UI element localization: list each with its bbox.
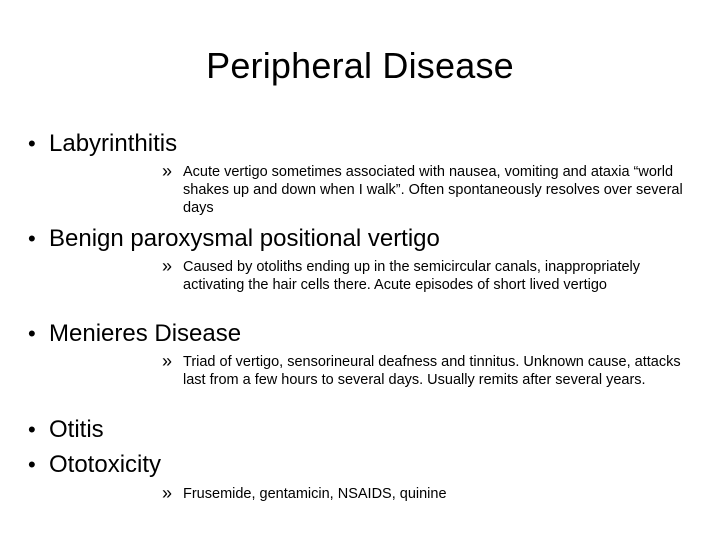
bullet-item-otitis — [28, 416, 104, 444]
bullet-item-ototoxicity — [28, 451, 161, 479]
sub-bullet-text: Caused by otoliths ending up in the semicircular canals, inappropriately activating the hair cells there. Acute episodes of short lived vertigo — [183, 259, 641, 293]
sub-bullet-text: Triad of vertigo, sensorineural deafness and tinnitus. Unknown cause, attacks last from a few hours to several days. Usually remits after several years. — [183, 354, 681, 388]
sub-bullet-ototoxicity — [162, 485, 692, 503]
bullet-dot-icon: • — [28, 131, 36, 156]
bullet-dot-icon: • — [28, 452, 36, 477]
sub-bullet-labyrinthitis — [162, 163, 692, 217]
bullet-label: Benign paroxysmal positional vertigo — [49, 225, 440, 252]
sub-bullet-text: Frusemide, gentamicin, NSAIDS, quinine — [183, 486, 447, 502]
bullet-dot-icon: • — [28, 321, 36, 346]
slide-title: Peripheral Disease — [206, 45, 514, 86]
double-chevron-icon: » — [162, 483, 173, 503]
bullet-item-bppv — [28, 225, 440, 253]
sub-bullet-menieres — [162, 353, 692, 389]
bullet-dot-icon: • — [28, 226, 36, 251]
bullet-dot-icon: • — [28, 417, 36, 442]
sub-bullet-text: Acute vertigo sometimes associated with nausea, vomiting and ataxia “world shakes up and down when I walk”. Often spontaneously resolves over several days — [183, 164, 683, 216]
double-chevron-icon: » — [162, 161, 173, 181]
sub-bullet-bppv — [162, 258, 692, 294]
bullet-label: Otitis — [49, 416, 104, 443]
bullet-label: Labyrinthitis — [49, 130, 178, 157]
bullet-item-menieres — [28, 320, 241, 348]
bullet-item-labyrinthitis — [28, 130, 177, 158]
bullet-label: Ototoxicity — [49, 451, 162, 478]
bullet-label: Menieres Disease — [49, 320, 242, 347]
double-chevron-icon: » — [162, 256, 173, 276]
double-chevron-icon: » — [162, 351, 173, 371]
